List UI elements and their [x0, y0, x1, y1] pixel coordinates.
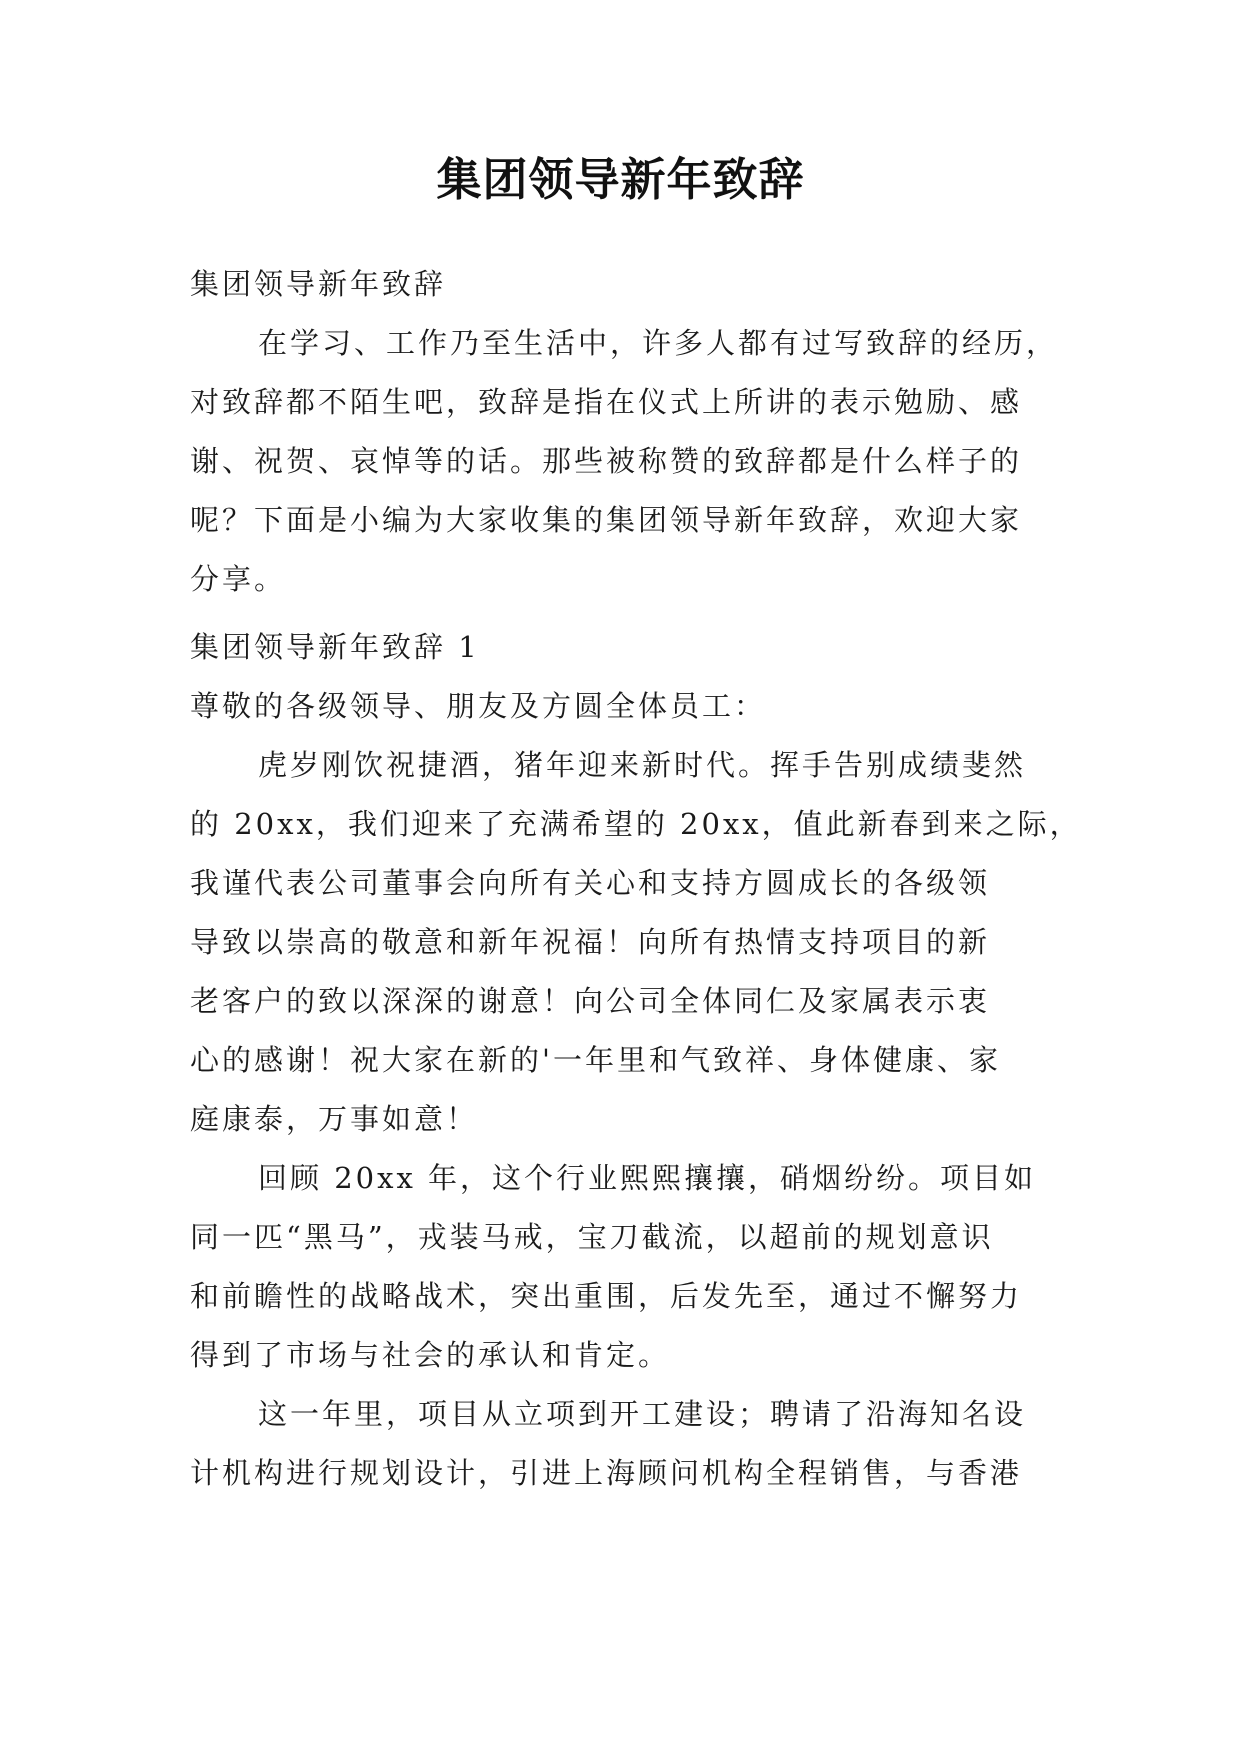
- intro-heading: 集团领导新年致辞: [190, 267, 447, 301]
- paragraph-line: 虎岁刚饮祝捷酒，猪年迎来新时代。挥手告别成绩斐然: [258, 748, 1027, 782]
- paragraph-line: 同一匹“黑马”，戎装马戒，宝刀截流，以超前的规划意识: [190, 1220, 994, 1254]
- intro-line: 谢、祝贺、哀悼等的话。那些被称赞的致辞都是什么样子的: [190, 444, 1023, 478]
- paragraph-line: 心的感谢！祝大家在新的'一年里和气致祥、身体健康、家: [190, 1043, 1001, 1077]
- intro-line: 呢？下面是小编为大家收集的集团领导新年致辞，欢迎大家: [190, 503, 1023, 537]
- paragraph-line: 计机构进行规划设计，引进上海顾问机构全程销售，与香港: [190, 1456, 1023, 1490]
- paragraph-line: 老客户的致以深深的谢意！向公司全体同仁及家属表示衷: [190, 984, 991, 1018]
- section-heading: 集团领导新年致辞 1: [190, 630, 480, 664]
- section-1: [190, 618, 1082, 1503]
- salutation: 尊敬的各级领导、朋友及方圆全体员工：: [190, 689, 767, 723]
- intro-line: 在学习、工作乃至生活中，许多人都有过写致辞的经历，: [258, 326, 1059, 360]
- paragraph-line: 和前瞻性的战略战术，突出重围，后发先至，通过不懈努力: [190, 1279, 1023, 1313]
- paragraph-line: 导致以崇高的敬意和新年祝福！向所有热情支持项目的新: [190, 925, 991, 959]
- paragraph-line: 庭康泰，万事如意！: [190, 1102, 479, 1136]
- intro-line: 分享。: [190, 562, 287, 596]
- intro-line: 对致辞都不陌生吧，致辞是指在仪式上所讲的表示勉励、感: [190, 385, 1023, 419]
- paragraph-line: 的 20xx，我们迎来了充满希望的 20xx，值此新春到来之际，: [190, 807, 1082, 841]
- paragraph-line: 我谨代表公司董事会向所有关心和支持方圆成长的各级领: [190, 866, 991, 900]
- intro-block: [190, 255, 1060, 609]
- document-title: 集团领导新年致辞: [436, 153, 805, 206]
- paragraph-line: 这一年里，项目从立项到开工建设；聘请了沿海知名设: [258, 1397, 1027, 1431]
- paragraph-line: 得到了市场与社会的承认和肯定。: [190, 1338, 671, 1372]
- paragraph-line: 回顾 20xx 年，这个行业熙熙攘攘，硝烟纷纷。项目如: [258, 1161, 1037, 1195]
